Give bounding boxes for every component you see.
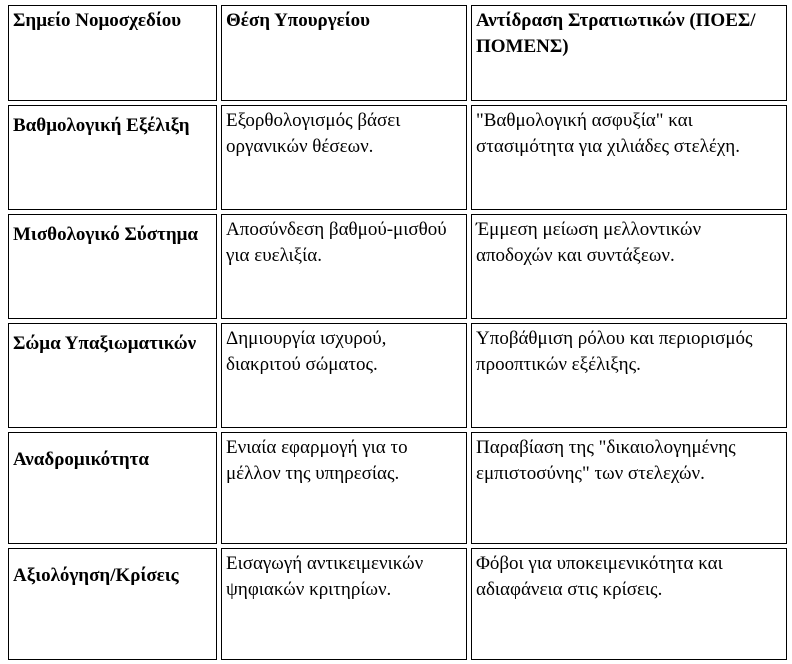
row-military-reaction: Φόβοι για υποκειμενικότητα και αδιαφάνεια στις κρίσεις.	[471, 548, 787, 660]
table-header-row	[8, 5, 787, 101]
comparison-table	[4, 1, 791, 664]
header-military-reaction: Αντίδραση Στρατιωτικών (ΠΟΕΣ/ΠΟΜΕΝΣ)	[471, 5, 787, 101]
table-row	[8, 105, 787, 210]
row-point-label: Μισθολογικό Σύστημα	[8, 214, 217, 319]
table-row	[8, 548, 787, 660]
header-ministry-position: Θέση Υπουργείου	[221, 5, 467, 101]
row-ministry-position: Αποσύνδεση βαθμού-μισθού για ευελιξία.	[221, 214, 467, 319]
row-point-label: Αξιολόγηση/Κρίσεις	[8, 548, 217, 660]
row-military-reaction: Υποβάθμιση ρόλου και περιορισμός προοπτικών εξέλιξης.	[471, 323, 787, 428]
row-ministry-position: Ενιαία εφαρμογή για το μέλλον της υπηρεσίας.	[221, 432, 467, 544]
row-point-label: Σώμα Υπαξιωματικών	[8, 323, 217, 428]
table-row	[8, 323, 787, 428]
table-row	[8, 432, 787, 544]
row-ministry-position: Εξορθολογισμός βάσει οργανικών θέσεων.	[221, 105, 467, 210]
row-ministry-position: Δημιουργία ισχυρού, διακριτού σώματος.	[221, 323, 467, 428]
row-ministry-position: Εισαγωγή αντικειμενικών ψηφιακών κριτηρίων.	[221, 548, 467, 660]
row-military-reaction: Έμμεση μείωση μελλοντικών αποδοχών και συντάξεων.	[471, 214, 787, 319]
row-military-reaction: "Βαθμολογική ασφυξία" και στασιμότητα για χιλιάδες στελέχη.	[471, 105, 787, 210]
row-military-reaction: Παραβίαση της "δικαιολογημένης εμπιστοσύνης" των στελεχών.	[471, 432, 787, 544]
header-bill-point: Σημείο Νομοσχεδίου	[8, 5, 217, 101]
table-row	[8, 214, 787, 319]
row-point-label: Βαθμολογική Εξέλιξη	[8, 105, 217, 210]
row-point-label: Αναδρομικότητα	[8, 432, 217, 544]
